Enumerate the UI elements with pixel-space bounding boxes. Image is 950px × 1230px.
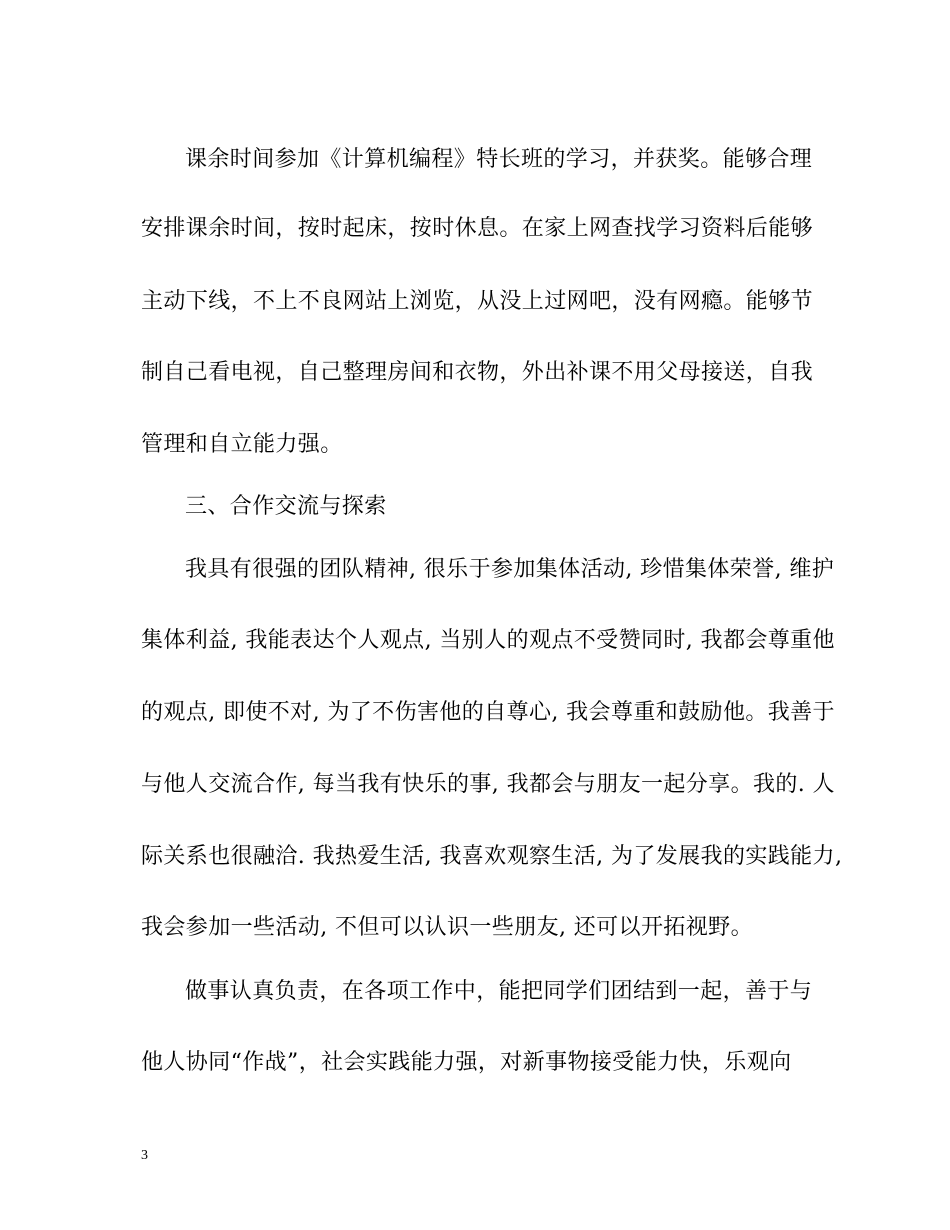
paragraph-line: 课余时间参加《计算机编程》特长班的学习，并获奖。能够合理 <box>185 147 813 172</box>
page-number: 3 <box>141 1148 148 1163</box>
paragraph-line: 的观点, 即使不对, 为了不伤害他的自尊心, 我会尊重和鼓励他。我善于 <box>141 700 835 725</box>
paragraph-line: 他人协同“作战”，社会实践能力强，对新事物接受能力快，乐观向 <box>141 1050 792 1075</box>
paragraph-line: 际关系也很融洽. 我热爱生活, 我喜欢观察生活, 为了发展我的实践能力, <box>141 844 843 869</box>
paragraph-line: 管理和自立能力强。 <box>141 432 343 457</box>
paragraph-line: 与他人交流合作, 每当我有快乐的事, 我都会与朋友一起分享。我的. 人 <box>141 772 835 797</box>
paragraph-line: 安排课余时间，按时起床，按时休息。在家上网查找学习资料后能够 <box>141 216 814 241</box>
section-heading: 三、合作交流与探索 <box>185 494 387 519</box>
paragraph-line: 制自己看电视，自己整理房间和衣物，外出补课不用父母接送，自我 <box>141 360 814 385</box>
paragraph-line: 做事认真负责，在各项工作中，能把同学们团结到一起，善于与 <box>185 979 813 1004</box>
paragraph-line: 我具有很强的团队精神, 很乐于参加集体活动, 珍惜集体荣誉, 维护 <box>185 557 835 582</box>
paragraph-line: 集体利益, 我能表达个人观点, 当别人的观点不受赞同时, 我都会尊重他 <box>141 628 835 653</box>
paragraph-line: 主动下线，不上不良网站上浏览，从没上过网吧，没有网瘾。能够节 <box>141 289 814 314</box>
paragraph-line: 我会参加一些活动, 不但可以认识一些朋友, 还可以开拓视野。 <box>141 915 753 940</box>
